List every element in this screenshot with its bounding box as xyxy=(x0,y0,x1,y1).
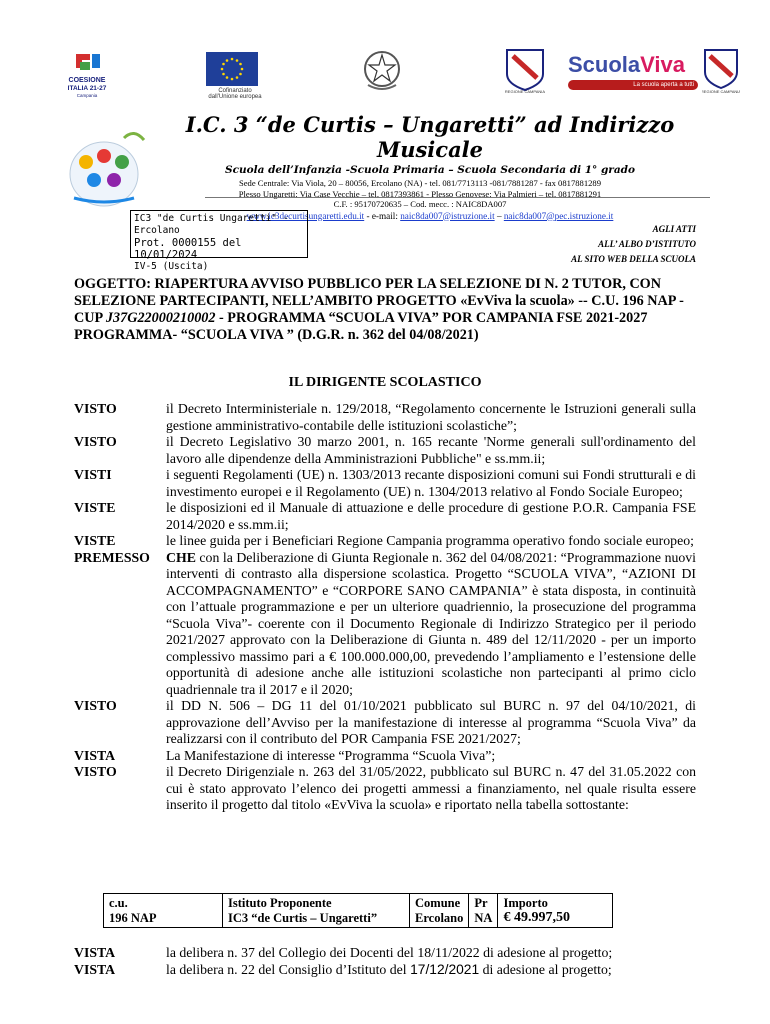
list-item: VISTA La Manifestazione di interesse “Programma “Scuola Viva”; xyxy=(74,747,496,763)
svg-text:Campania: Campania xyxy=(76,93,98,98)
table-cell-comune: Comune Ercolano xyxy=(410,894,469,928)
table-cell-pr: Pr NA xyxy=(469,894,498,928)
website-link[interactable]: www.ic3decurtisungaretti.edu.it xyxy=(246,210,365,221)
school-subtitle: Scuola dell’Infanzia -Scuola Primaria – Scuola Secondaria di 1° grado xyxy=(225,164,635,176)
italian-emblem-logo xyxy=(360,47,404,95)
table-cell-cu: c.u. 196 NAP xyxy=(104,894,223,928)
regione-campania-logo-2 xyxy=(702,48,740,94)
project-table xyxy=(103,893,613,928)
header-divider xyxy=(205,197,710,198)
regione-campania-logo xyxy=(503,48,547,94)
coesione-italia-logo xyxy=(56,50,118,100)
school-title: I.C. 3 “de Curtis – Ungaretti” ad Indirizzo Musicale xyxy=(185,112,675,162)
eu-flag-logo xyxy=(206,52,258,86)
school-contacts: www.ic3decurtisungaretti.edu.it - e-mail: naic8da007@istruzione.it – naic8da007@pec.istruzione.it xyxy=(246,210,614,221)
scuola-viva-logo: ScuolaViva La scuola aperta a tutti xyxy=(568,52,698,94)
list-item: VISTO il Decreto Legislativo 30 marzo 2001, n. 165 recante 'Norme generali sull'ordinamento del lavoro alle dipendenze della Amministrazioni Pubbliche" e ss.mm.ii; xyxy=(74,434,696,466)
addressee-block: AGLI ATTI ALL’ ALBO D’ISTITUTO AL SITO WEB DELLA SCUOLA xyxy=(571,224,696,264)
email-link[interactable]: naic8da007@istruzione.it xyxy=(400,210,495,221)
svg-text:REGIONE CAMPANIA: REGIONE CAMPANIA xyxy=(702,89,740,94)
school-address: Sede Centrale: Via Viola, 20 – 80056, Ercolano (NA) - tel. 081/7713113 -081/7881287 - fax 0817881289 Plesso Ungaretti: Via Case Vecchie – tel. 0817393861 - Plesso Genovese: Via Palmieri – tel. 0817881291 C.F. : 95170720635 – Cod. mecc. : NAIC8DA007 xyxy=(238,178,602,209)
protocol-stamp: IC3 "de Curtis Ungaretti" - Ercolano Prot. 0000155 del 10/01/2024 IV-5 (Uscita) xyxy=(130,210,308,258)
list-item: VISTO il DD N. 506 – DG 11 del 01/10/2021 pubblicato sul BURC n. 97 del 04/10/2021, di approvazione dell’Avviso per la manifestazione di interesse al programma “Scuola Viva” da realizzarsi con il contributo del POR Campania FSE 2021/2027; xyxy=(74,698,696,746)
logo-strip xyxy=(0,42,770,102)
list-item: VISTO il Decreto Dirigenziale n. 263 del 31/05/2022, pubblicato sul BURC n. 47 del 31.05.2022 con cui è stato approvato l’elenco dei progetti ammessi a finanziamento, nel quale risulta essere inserito il progetto dal titolo «EvViva la scuola» e riportato nella tabella sottostante: xyxy=(74,764,696,812)
table-cell-importo: Importo € 49.997,50 xyxy=(498,894,613,928)
table-cell-istituto: Istituto Proponente IC3 “de Curtis – Ungaretti” xyxy=(223,894,410,928)
list-item: VISTO il Decreto Interministeriale n. 129/2018, “Regolamento concernente le Istruzioni generali sulla gestione amministrativo-contabile delle istituzioni scolastiche”; xyxy=(74,401,696,433)
subject-paragraph: OGGETTO: RIAPERTURA AVVISO PUBBLICO PER LA SELEZIONE DI N. 2 TUTOR, CON SELEZIONE PARTECIPANTI, NELL’AMBITO PROGETTO «EvViva la scuola» -- C.U. 196 NAP - CUP J37G22000210002 - PROGRAMMA “SCUOLA VIVA” POR CAMPANIA FSE 2021-2027 PROGRAMMA- “SCUOLA VIVA ” (D.G.R. n. 362 del 04/08/2021) xyxy=(74,276,684,343)
list-item: VISTA la delibera n. 22 del Consiglio d’Istituto del 17/12/2021 di adesione al progetto; xyxy=(74,961,612,977)
recitals-list-2 xyxy=(74,945,696,978)
svg-text:REGIONE CAMPANIA: REGIONE CAMPANIA xyxy=(504,89,546,94)
pec-link[interactable]: naic8da007@pec.istruzione.it xyxy=(503,210,614,221)
recitals-list xyxy=(74,401,696,814)
eu-caption: Cofinanziato dall'Unione europea xyxy=(208,88,262,100)
list-item: VISTI i seguenti Regolamenti (UE) n. 1303/2013 recante disposizioni comuni sui Fondi strutturali e di investimento europei e il Regolamento (UE) n. 1304/2013 relativo al Fondo Sociale Europeo; xyxy=(74,467,696,499)
list-item: PREMESSO CHE con la Deliberazione di Giunta Regionale n. 362 del 04/08/2021: “Programmazione nuovi interventi di contrasto alla dispersione scolastica. Progetto “SCUOLA VIVA”, “AZIONI DI ACCOMPAGNAMENTO” e “CORPORE SANO CAMPANIA” è stata disposta, in continuità con l’attuale programmazione e per un ulteriore quadriennio, la prosecuzione del programma “Scuola Viva”- coerente con il Documento Regionale di Indirizzo Strategico per il periodo 2021/2027 approvato con la Deliberazione di Giunta n. 489 del 12/11/2020 - per un importo complessivo massimo pari a € 100.000.000,00, prevedendo l’ampliamento e l’estensione delle opportunità di adesione anche alle istituzioni scolastiche non partecipanti al primo ciclo quadriennale tra il 2017 e il 2020; xyxy=(74,549,696,697)
svg-text:COESIONE: COESIONE xyxy=(68,77,106,84)
list-item: VISTE le linee guida per i Beneficiari Regione Campania programma operativo fondo sociale europeo; xyxy=(74,533,694,548)
list-item: VISTA la delibera n. 37 del Collegio dei Docenti del 18/11/2022 di adesione al progetto; xyxy=(74,945,613,960)
dirigente-heading: IL DIRIGENTE SCOLASTICO xyxy=(288,375,482,390)
list-item: VISTE le disposizioni ed il Manuale di attuazione e delle procedure di gestione P.O.R. Campania FSE 2014/2020 e ss.mm.ii; xyxy=(74,500,696,532)
svg-text:ITALIA 21-27: ITALIA 21-27 xyxy=(67,85,107,92)
table-row xyxy=(104,894,613,928)
school-header xyxy=(150,112,710,221)
